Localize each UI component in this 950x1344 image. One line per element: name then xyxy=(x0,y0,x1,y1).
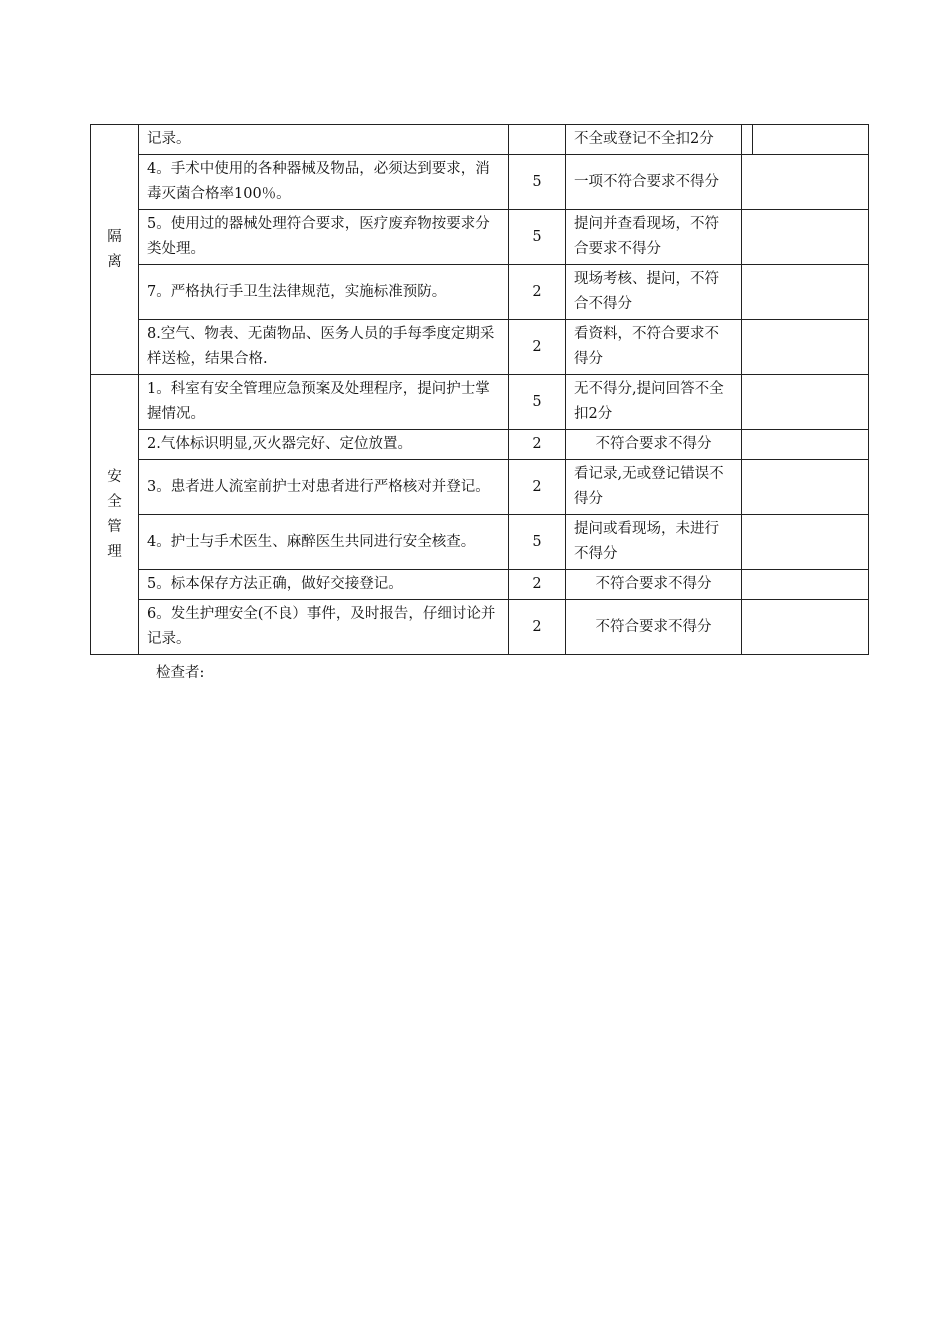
category-cell-safety xyxy=(91,375,139,655)
score-cell: 5 xyxy=(509,375,566,430)
method-cell: 看记录,无或登记错误不得分 xyxy=(566,460,742,515)
score-cell: 5 xyxy=(509,515,566,570)
content-cell: 7。严格执行手卫生法律规范，实施标准预防。 xyxy=(139,265,509,320)
result-cell xyxy=(742,155,869,210)
result-cell xyxy=(742,125,869,155)
result-cell xyxy=(742,460,869,515)
table-row xyxy=(91,210,869,265)
offset-divider xyxy=(752,124,753,155)
table-row xyxy=(91,265,869,320)
score-cell: 5 xyxy=(509,210,566,265)
method-cell: 不符合要求不得分 xyxy=(566,570,742,600)
score-cell: 2 xyxy=(509,430,566,460)
table-row xyxy=(91,125,869,155)
category-label: 隔离 xyxy=(107,228,122,270)
score-cell: 2 xyxy=(509,265,566,320)
result-cell xyxy=(742,570,869,600)
method-cell: 不符合要求不得分 xyxy=(566,600,742,655)
score-cell xyxy=(509,125,566,155)
score-cell: 2 xyxy=(509,320,566,375)
content-cell: 5。使用过的器械处理符合要求，医疗废弃物按要求分类处理。 xyxy=(139,210,509,265)
content-cell: 8.空气、物表、无菌物品、医务人员的手每季度定期采样送检，结果合格. xyxy=(139,320,509,375)
result-cell xyxy=(742,600,869,655)
result-cell xyxy=(742,515,869,570)
method-cell: 看资料，不符合要求不得分 xyxy=(566,320,742,375)
content-cell: 记录。 xyxy=(139,125,509,155)
method-cell: 现场考核、提问，不符合不得分 xyxy=(566,265,742,320)
table-row xyxy=(91,430,869,460)
method-cell: 无不得分,提问回答不全扣2分 xyxy=(566,375,742,430)
result-cell xyxy=(742,375,869,430)
content-cell: 3。患者进人流室前护士对患者进行严格核对并登记。 xyxy=(139,460,509,515)
inspector-label: 检查者: xyxy=(156,665,205,681)
method-cell: 提问或看现场，未进行不得分 xyxy=(566,515,742,570)
content-cell: 4。手术中使用的各种器械及物品，必须达到要求，消毒灭菌合格率100％。 xyxy=(139,155,509,210)
category-label: 安全管理 xyxy=(107,468,122,560)
score-cell: 2 xyxy=(509,570,566,600)
score-cell: 2 xyxy=(509,600,566,655)
table-row xyxy=(91,515,869,570)
table-row xyxy=(91,460,869,515)
table-row xyxy=(91,320,869,375)
result-cell xyxy=(742,265,869,320)
inspection-table xyxy=(90,124,869,655)
category-cell-isolation xyxy=(91,125,139,375)
content-cell: 4。护士与手术医生、麻醉医生共同进行安全核查。 xyxy=(139,515,509,570)
result-cell xyxy=(742,210,869,265)
score-cell: 2 xyxy=(509,460,566,515)
score-cell: 5 xyxy=(509,155,566,210)
content-cell: 2.气体标识明显,灭火器完好、定位放置。 xyxy=(139,430,509,460)
table-row xyxy=(91,570,869,600)
content-cell: 6。发生护理安全(不良）事件，及时报告，仔细讨论并记录。 xyxy=(139,600,509,655)
method-cell: 不符合要求不得分 xyxy=(566,430,742,460)
content-cell: 1。科室有安全管理应急预案及处理程序，提问护士掌握情况。 xyxy=(139,375,509,430)
table-row xyxy=(91,155,869,210)
method-cell: 不全或登记不全扣2分 xyxy=(566,125,742,155)
result-cell xyxy=(742,430,869,460)
table-row xyxy=(91,375,869,430)
content-cell: 5。标本保存方法正确，做好交接登记。 xyxy=(139,570,509,600)
table-row xyxy=(91,600,869,655)
result-cell xyxy=(742,320,869,375)
method-cell: 一项不符合要求不得分 xyxy=(566,155,742,210)
method-cell: 提问并查看现场，不符合要求不得分 xyxy=(566,210,742,265)
